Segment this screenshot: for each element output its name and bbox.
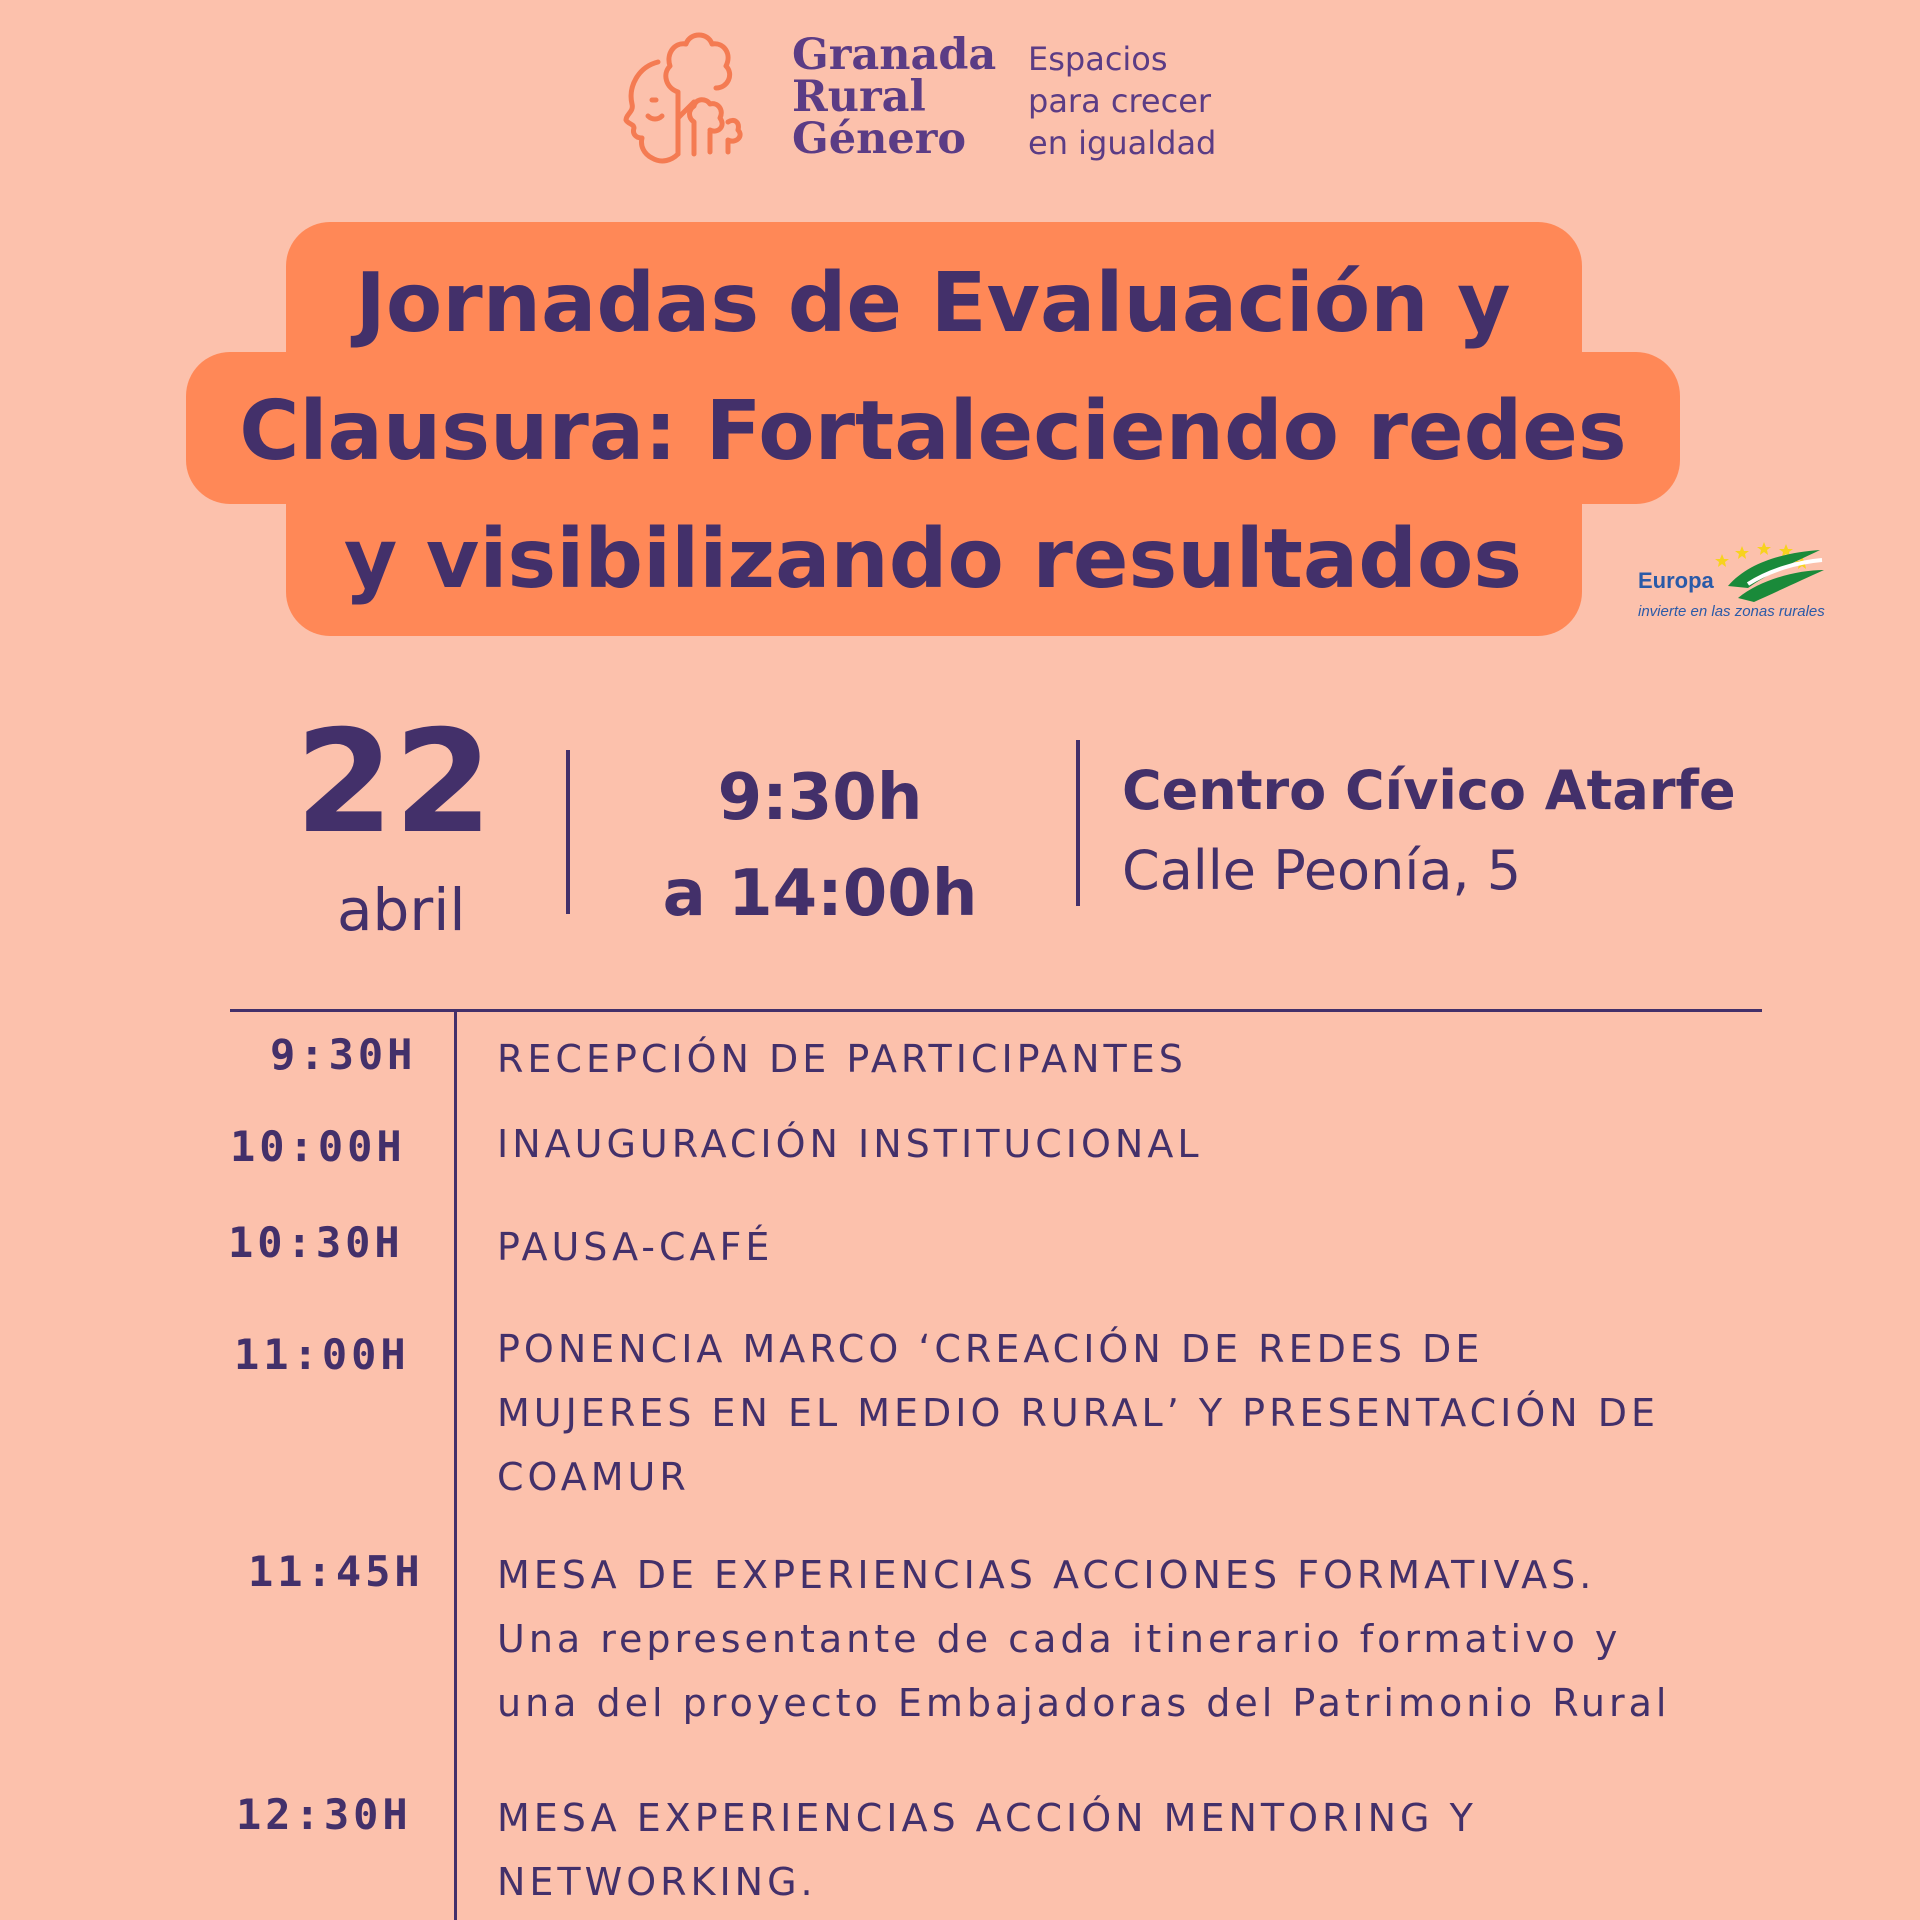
title-line: y visibilizando resultados <box>343 512 1523 607</box>
sponsor-name: Europa <box>1638 568 1714 593</box>
agenda-item-line: COAMUR <box>497 1455 690 1499</box>
date-divider <box>566 750 570 914</box>
agenda-item-line: Una representante de cada itinerario formativo y <box>497 1617 1622 1661</box>
time-line: a 14:00h <box>662 857 978 931</box>
venue-name: Centro Cívico Atarfe <box>1122 759 1736 822</box>
brand-line: Rural <box>792 72 926 122</box>
sponsor-subtitle: invierte en las zonas rurales <box>1638 603 1825 620</box>
time-divider <box>1076 740 1080 906</box>
agenda-item-line: MESA EXPERIENCIAS ACCIÓN MENTORING Y <box>497 1796 1477 1840</box>
tree-face-logo-icon <box>618 22 754 172</box>
agenda-item-line: RECEPCIÓN DE PARTICIPANTES <box>497 1037 1187 1081</box>
venue-address: Calle Peonía, 5 <box>1122 839 1522 902</box>
agenda-item <box>497 1317 1659 1509</box>
agenda-column-rule <box>454 1009 457 1920</box>
brand-tagline <box>1028 38 1216 164</box>
agenda-time: 10:30H <box>228 1218 404 1267</box>
time-line: 9:30h <box>717 761 923 835</box>
agenda-item-line: PONENCIA MARCO ‘CREACIÓN DE REDES DE <box>497 1327 1484 1371</box>
agenda-item <box>497 1112 1203 1176</box>
brand-line: Género <box>792 114 967 164</box>
title-line: Jornadas de Evaluación y <box>355 256 1511 351</box>
tagline-line: Espacios <box>1028 40 1168 78</box>
agenda-time: 9:30H <box>270 1030 417 1079</box>
title-line: Clausura: Fortaleciendo redes <box>239 384 1627 479</box>
agenda-time: 11:45H <box>248 1547 424 1596</box>
agenda-time: 11:00H <box>234 1330 410 1379</box>
agenda-top-rule <box>230 1009 1762 1012</box>
agenda-item <box>497 1027 1187 1091</box>
event-day: 22 <box>295 700 493 865</box>
agenda-time: 10:00H <box>230 1122 406 1171</box>
event-month: abril <box>337 876 466 944</box>
agenda-item-line: INAUGURACIÓN INSTITUCIONAL <box>497 1122 1203 1166</box>
brand-name <box>792 30 997 164</box>
agenda-item-line: MUJERES EN EL MEDIO RURAL’ Y PRESENTACIÓN DE <box>497 1391 1660 1435</box>
tagline-line: en igualdad <box>1028 124 1217 162</box>
agenda-item-line: PAUSA-CAFÉ <box>497 1225 774 1269</box>
agenda-item-line: MESA DE EXPERIENCIAS ACCIONES FORMATIVAS. <box>497 1553 1596 1597</box>
agenda-item-line: NETWORKING. <box>497 1860 817 1904</box>
agenda-item <box>497 1215 773 1279</box>
agenda-time: 12:30H <box>236 1790 412 1839</box>
tagline-line: para crecer <box>1028 82 1212 120</box>
agenda-item <box>497 1786 1477 1914</box>
event-title <box>186 240 1680 624</box>
agenda-item-line: una del proyecto Embajadoras del Patrimonio Rural <box>497 1681 1671 1725</box>
event-time <box>620 750 1020 942</box>
agenda-item <box>497 1543 1670 1735</box>
brand-line: Granada <box>792 30 997 80</box>
